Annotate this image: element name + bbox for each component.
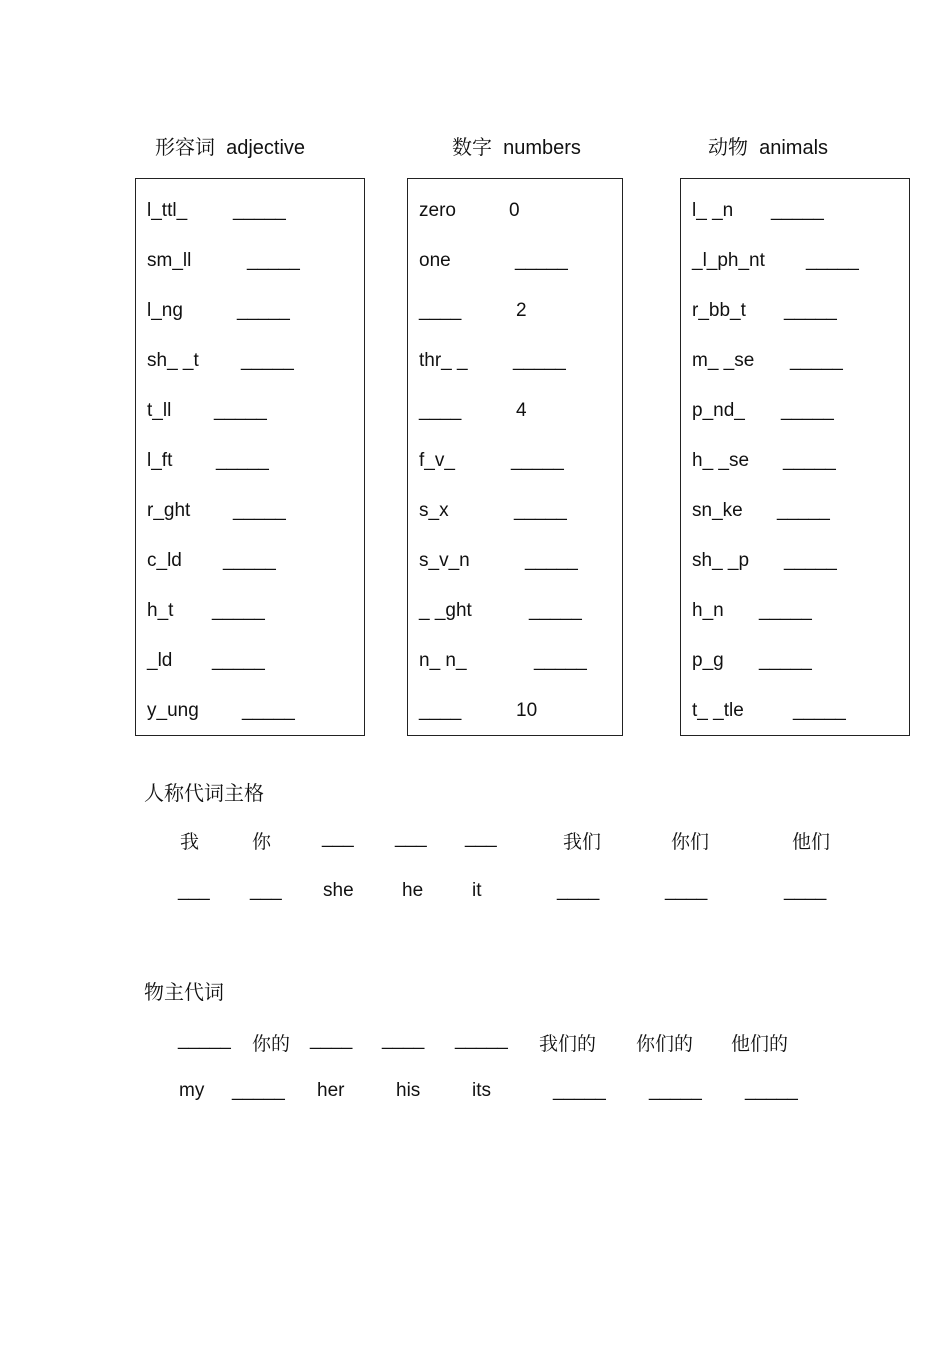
answer-value: 0	[509, 200, 520, 221]
answer-blank[interactable]: _____	[781, 400, 834, 421]
possessive-cell: 你们的	[636, 1034, 694, 1055]
possessive-blank[interactable]: ____	[382, 1029, 425, 1050]
possessive-cell: 他们的	[731, 1034, 789, 1055]
table-row	[692, 550, 837, 572]
word: l_ft	[147, 450, 173, 471]
pronoun-cell: she	[323, 880, 354, 901]
word: h_n	[692, 600, 724, 621]
word: m_ _se	[692, 350, 755, 371]
table-row	[147, 550, 276, 572]
possessive-pronouns-title: 物主代词	[144, 982, 224, 1004]
word: c_ld	[147, 550, 182, 571]
answer-blank[interactable]: _____	[777, 500, 830, 521]
word: sm_ll	[147, 250, 192, 271]
pronoun-cell: he	[402, 880, 424, 901]
pronoun-cell: 你们	[671, 832, 710, 853]
word: y_ung	[147, 700, 199, 721]
table-row	[419, 450, 564, 472]
table-row	[147, 500, 286, 522]
word-blank[interactable]: ____	[419, 700, 462, 721]
answer-blank[interactable]: _____	[511, 450, 564, 471]
table-row	[419, 550, 578, 572]
word: l_ng	[147, 300, 183, 321]
word: r_bb_t	[692, 300, 746, 321]
possessive-blank[interactable]: _____	[232, 1080, 285, 1101]
table-row	[147, 250, 300, 272]
subject-pronouns-title: 人称代词主格	[144, 783, 264, 805]
numbers-header: 数字 numbers	[452, 137, 581, 159]
animals-box	[680, 178, 910, 736]
answer-blank[interactable]: _____	[534, 650, 587, 671]
word: sh_ _t	[147, 350, 199, 371]
table-row	[419, 300, 527, 322]
answer-blank[interactable]: _____	[525, 550, 578, 571]
table-row	[419, 200, 520, 222]
table-row	[147, 600, 265, 622]
answer-blank[interactable]: _____	[790, 350, 843, 371]
word: s_v_n	[419, 550, 470, 571]
animals-header: 动物 animals	[708, 137, 829, 159]
possessive-blank[interactable]: _____	[455, 1029, 508, 1050]
word: l_ _n	[692, 200, 734, 221]
possessive-cell: its	[472, 1080, 491, 1101]
table-row	[147, 450, 269, 472]
answer-blank[interactable]: _____	[233, 500, 286, 521]
table-row	[147, 700, 295, 722]
table-row	[419, 700, 537, 722]
answer-blank[interactable]: _____	[783, 450, 836, 471]
table-row	[419, 400, 527, 422]
answer-blank[interactable]: _____	[514, 500, 567, 521]
answer-blank[interactable]: _____	[515, 250, 568, 271]
word: h_ _se	[692, 450, 750, 471]
possessive-cell: 你的	[252, 1034, 291, 1055]
word: h_t	[147, 600, 174, 621]
pronoun-blank[interactable]: ___	[250, 880, 282, 901]
possessive-blank[interactable]: ____	[310, 1029, 353, 1050]
table-row	[419, 650, 587, 672]
answer-value: 4	[516, 400, 527, 421]
table-row	[419, 600, 582, 622]
answer-blank[interactable]: _____	[759, 650, 812, 671]
word: _l_ph_nt	[692, 250, 765, 271]
table-row	[147, 650, 265, 672]
table-row	[147, 350, 294, 372]
answer-blank[interactable]: _____	[223, 550, 276, 571]
adjective-header: 形容词 adjective	[155, 137, 306, 159]
answer-blank[interactable]: _____	[247, 250, 300, 271]
answer-blank[interactable]: _____	[784, 550, 837, 571]
pronoun-cell: it	[472, 880, 482, 901]
word: one	[419, 250, 451, 271]
word: zero	[419, 200, 456, 221]
word: _ld	[147, 650, 173, 671]
adjective-box	[135, 178, 365, 736]
table-row	[692, 400, 834, 422]
pronoun-blank[interactable]: ___	[395, 827, 427, 848]
pronoun-blank[interactable]: ____	[557, 880, 600, 901]
table-row	[419, 250, 568, 272]
answer-blank[interactable]: _____	[513, 350, 566, 371]
table-row	[147, 200, 286, 222]
possessive-blank[interactable]: _____	[649, 1080, 702, 1101]
word: r_ght	[147, 500, 191, 521]
word: l_ttl_	[147, 200, 188, 221]
answer-blank[interactable]: _____	[212, 600, 265, 621]
answer-blank[interactable]: _____	[242, 700, 295, 721]
possessive-blank[interactable]: _____	[178, 1029, 231, 1050]
table-row	[419, 350, 566, 372]
table-row	[692, 650, 812, 672]
word: f_v_	[419, 450, 455, 471]
answer-blank[interactable]: _____	[784, 300, 837, 321]
word: sh_ _p	[692, 550, 750, 571]
answer-blank[interactable]: _____	[214, 400, 267, 421]
word: sn_ke	[692, 500, 743, 521]
pronoun-blank[interactable]: ___	[322, 827, 354, 848]
possessive-blank[interactable]: _____	[745, 1080, 798, 1101]
word: t_ll	[147, 400, 172, 421]
table-row	[147, 300, 290, 322]
answer-blank[interactable]: _____	[241, 350, 294, 371]
pronoun-blank[interactable]: ____	[665, 880, 708, 901]
pronoun-cell: 你	[252, 832, 272, 853]
possessive-blank[interactable]: _____	[553, 1080, 606, 1101]
word: p_g	[692, 650, 724, 671]
answer-blank[interactable]: _____	[806, 250, 859, 271]
word: n_ n_	[419, 650, 467, 671]
pronoun-blank[interactable]: ___	[465, 827, 497, 848]
word-blank[interactable]: ____	[419, 300, 462, 321]
table-row	[692, 250, 859, 272]
table-row	[692, 700, 846, 722]
pronoun-blank[interactable]: ____	[784, 880, 827, 901]
pronoun-cell: 我	[180, 832, 200, 853]
word: s_x	[419, 500, 449, 521]
table-row	[692, 350, 843, 372]
table-row	[692, 200, 824, 222]
answer-blank[interactable]: _____	[771, 200, 824, 221]
word: _ _ght	[419, 600, 472, 621]
possessive-cell: 我们的	[539, 1034, 597, 1055]
answer-blank[interactable]: _____	[212, 650, 265, 671]
numbers-box	[407, 178, 623, 736]
word-blank[interactable]: ____	[419, 400, 462, 421]
table-row	[692, 600, 812, 622]
answer-blank[interactable]: _____	[237, 300, 290, 321]
table-row	[692, 450, 836, 472]
pronoun-cell: 我们	[563, 832, 602, 853]
answer-value: 2	[516, 300, 527, 321]
answer-value: 10	[516, 700, 538, 721]
word: thr_ _	[419, 350, 468, 371]
answer-blank[interactable]: _____	[529, 600, 582, 621]
table-row	[147, 400, 267, 422]
answer-blank[interactable]: _____	[759, 600, 812, 621]
pronoun-blank[interactable]: ___	[178, 880, 210, 901]
table-row	[692, 300, 837, 322]
table-row	[692, 500, 830, 522]
answer-blank[interactable]: _____	[233, 200, 286, 221]
possessive-cell: his	[396, 1080, 421, 1101]
word: p_nd_	[692, 400, 745, 421]
possessive-cell: her	[317, 1080, 345, 1101]
table-row	[419, 500, 567, 522]
pronoun-cell: 他们	[792, 832, 831, 853]
word: t_ _tle	[692, 700, 744, 721]
possessive-cell: my	[179, 1080, 205, 1101]
answer-blank[interactable]: _____	[793, 700, 846, 721]
answer-blank[interactable]: _____	[216, 450, 269, 471]
